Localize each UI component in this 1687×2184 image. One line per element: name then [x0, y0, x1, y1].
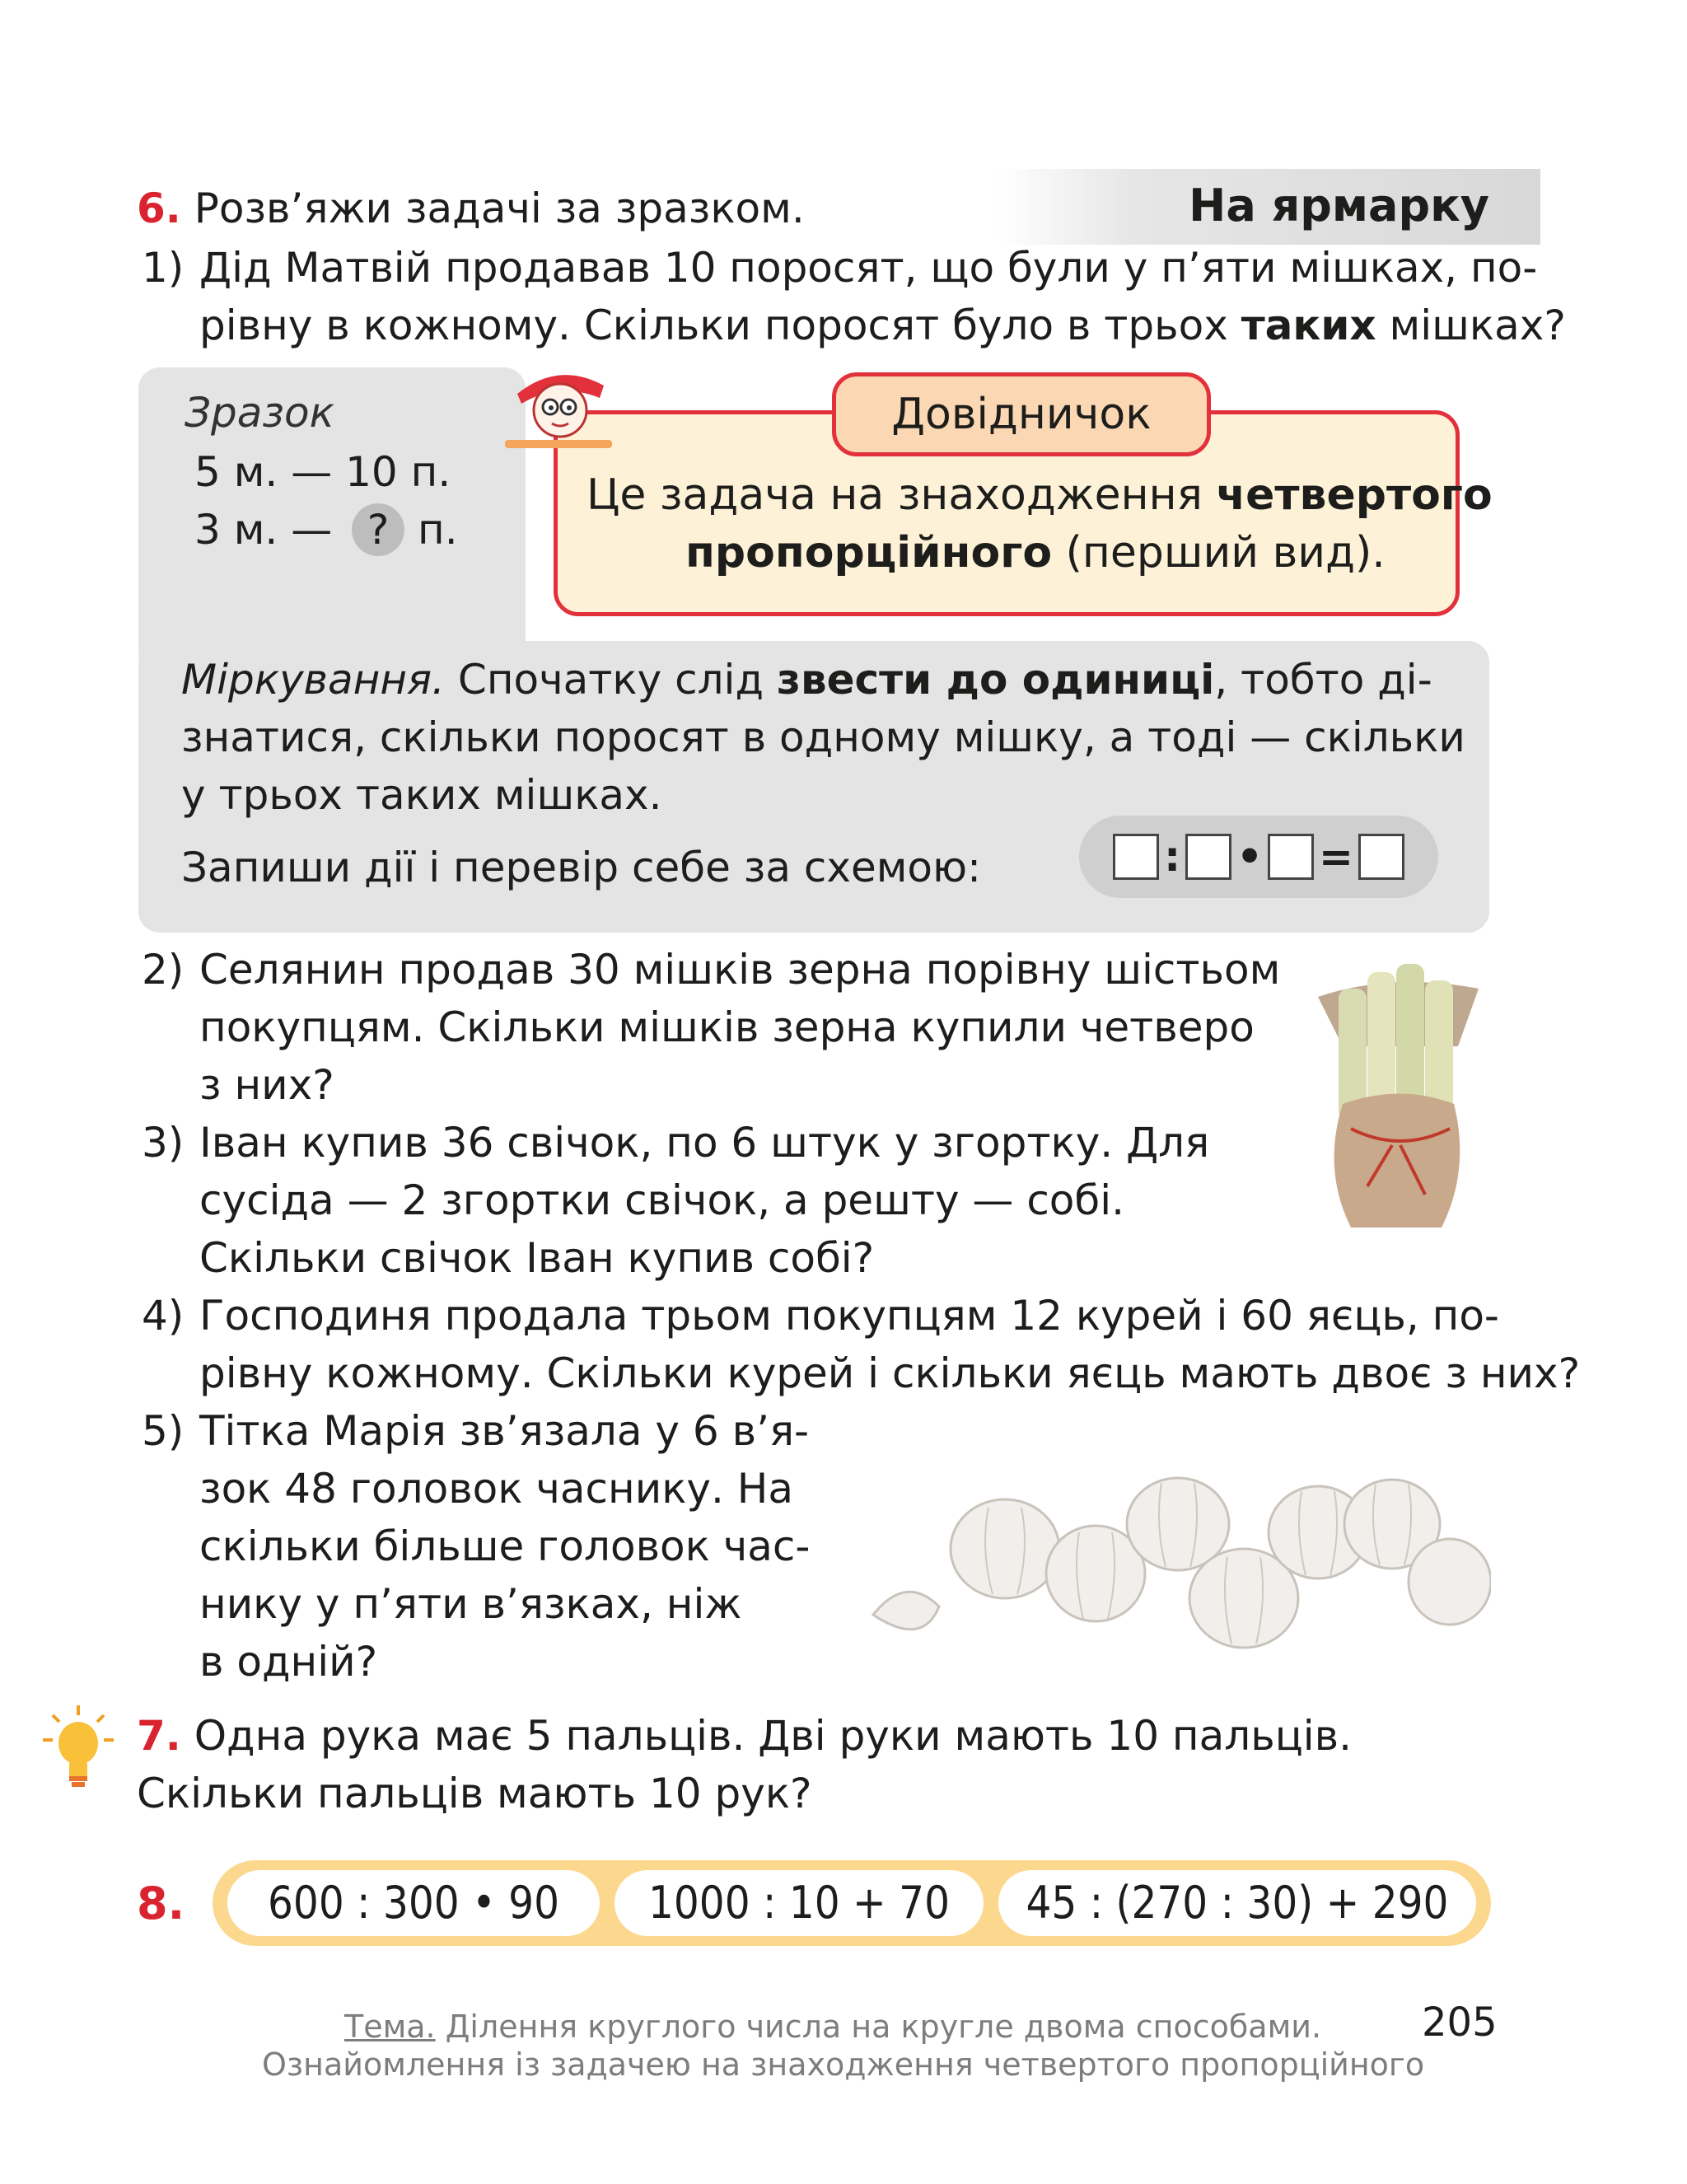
- item-1-line: рівну в кожному. Скільки поросят було в трьох таких мішках?: [199, 302, 1566, 349]
- item-5-line: Тітка Марія зв’язала у 6 в’я-: [199, 1407, 810, 1455]
- sample-row: 3 м. — ? п.: [194, 501, 458, 559]
- reasoning-line: Міркування. Спочатку слід звести до одиниці, тобто ді-: [181, 656, 1432, 704]
- answer-box[interactable]: [1113, 834, 1159, 880]
- item-5-line: в одній?: [199, 1638, 378, 1686]
- reference-text-line: Це задача на знаходження четвертого: [586, 470, 1493, 520]
- unknown-marker: ?: [352, 503, 404, 556]
- item-2-line: Селянин продав 30 мішків зерна порівну шістьом: [199, 946, 1281, 994]
- scheme-pill: [1079, 816, 1438, 898]
- item-5-line: зок 48 головок часнику. На: [199, 1465, 794, 1513]
- reasoning-instruction: Запиши дії і перевір себе за схемою:: [181, 844, 981, 891]
- scheme-operator: •: [1236, 833, 1264, 881]
- reasoning-line: у трьох таких мішках.: [181, 771, 662, 819]
- scheme-operator: =: [1319, 833, 1353, 881]
- reasoning-line: знатися, скільки поросят в одному мішку, а тоді — скільки: [181, 713, 1465, 761]
- task-number: 8.: [137, 1878, 185, 1929]
- item-3-line: Іван купив 36 свічок, по 6 штук у згортку. Для: [199, 1119, 1210, 1167]
- item-4-number: 4): [142, 1292, 185, 1340]
- answer-box[interactable]: [1358, 834, 1404, 880]
- task-7-line: Скільки пальців мають 10 рук?: [137, 1770, 812, 1817]
- answer-box[interactable]: [1185, 834, 1231, 880]
- item-5-number: 5): [142, 1407, 185, 1455]
- task-6-heading: [137, 180, 805, 237]
- task-number: 6.: [137, 185, 181, 232]
- item-2-line: з них?: [199, 1061, 334, 1109]
- item-1-line: Дід Матвій продавав 10 поросят, що були у п’яти мішках, по-: [199, 244, 1538, 292]
- page-number: 205: [1422, 1999, 1498, 2046]
- mascot-icon: [501, 361, 616, 460]
- task-instruction: Розв’яжи задачі за зразком.: [194, 185, 805, 232]
- item-3-line: Скільки свічок Іван купив собі?: [199, 1234, 875, 1282]
- garlic-illustration: [857, 1458, 1491, 1681]
- item-1-number: 1): [142, 244, 185, 292]
- task-7-line: 7. Одна рука має 5 пальців. Дві руки мають 10 пальців.: [137, 1712, 1352, 1760]
- item-4-line: Господиня продала трьом покупцям 12 курей і 60 яєць, по-: [199, 1292, 1499, 1340]
- item-5-line: нику у п’яти в’язках, ніж: [199, 1580, 742, 1628]
- item-2-line: покупцям. Скільки мішків зерна купили четверо: [199, 1003, 1255, 1051]
- item-3-number: 3): [142, 1119, 185, 1167]
- answer-box[interactable]: [1268, 834, 1314, 880]
- sample-label: Зразок: [185, 389, 334, 437]
- item-3-line: сусіда — 2 згортки свічок, а решту — собі.: [199, 1176, 1125, 1224]
- expression-pill: 1000 : 10 + 70: [615, 1870, 984, 1936]
- footer-topic-line: Ознайомлення із задачею на знаходження четвертого пропорційного: [262, 2046, 1425, 2083]
- lightbulb-icon: [41, 1704, 115, 1794]
- task-number: 7.: [137, 1712, 181, 1760]
- item-2-number: 2): [142, 946, 185, 994]
- reference-text-line: пропорційного (перший вид).: [685, 528, 1386, 578]
- reference-tab: Довідничок: [832, 372, 1211, 456]
- expression-pill: 45 : (270 : 30) + 290: [998, 1870, 1476, 1936]
- candles-bundle-illustration: [1301, 939, 1491, 1236]
- item-4-line: рівну кожному. Скільки курей і скільки яєць мають двоє з них?: [199, 1349, 1581, 1397]
- scheme-operator: :: [1164, 833, 1181, 881]
- page-section-title: На ярмарку: [1189, 180, 1489, 231]
- footer-topic: Тема. Ділення круглого числа на кругле двома способами.: [344, 2009, 1322, 2045]
- item-5-line: скільки більше головок час-: [199, 1522, 811, 1570]
- expression-pill: 600 : 300 • 90: [227, 1870, 600, 1936]
- sample-row: 5 м. — 10 п.: [194, 448, 451, 496]
